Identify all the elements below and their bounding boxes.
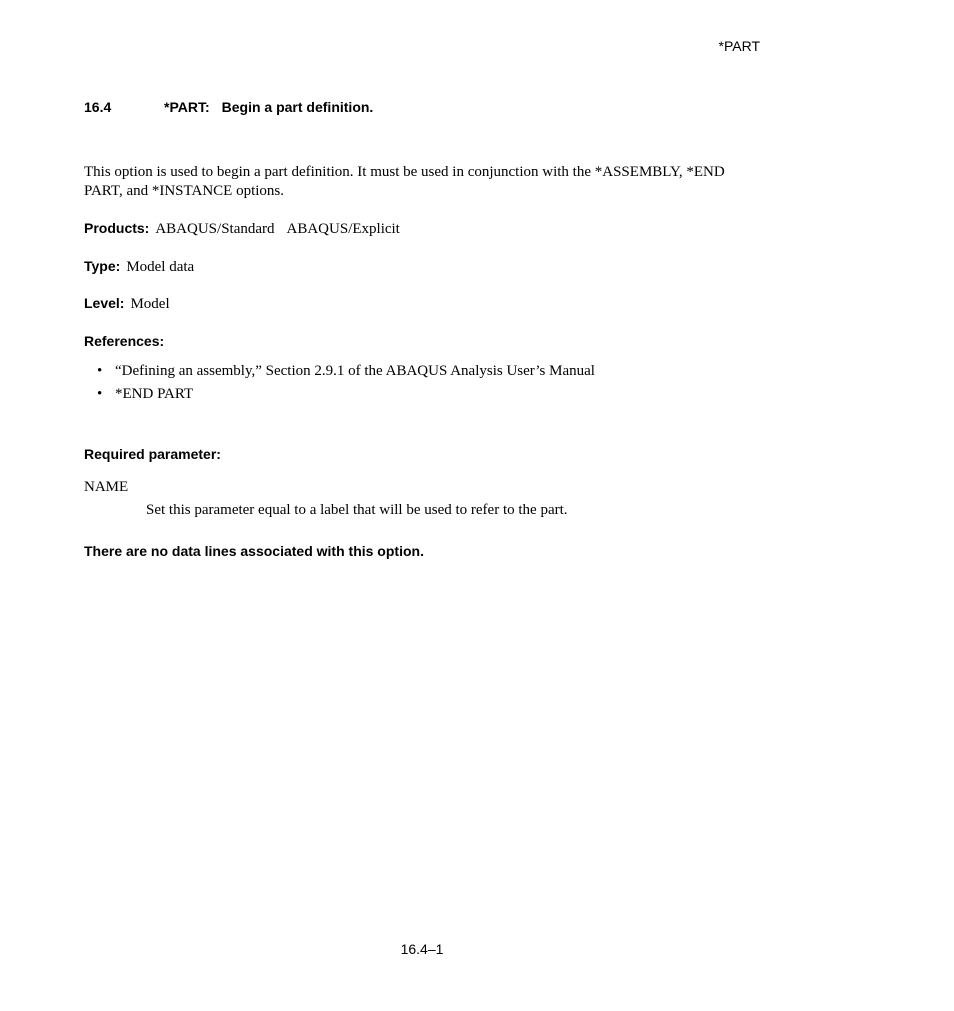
product-explicit: ABAQUS/Explicit bbox=[286, 221, 400, 237]
reference-item bbox=[97, 383, 595, 406]
section-number: 16.4 bbox=[84, 99, 112, 115]
type-field bbox=[84, 258, 194, 276]
level-value: Model bbox=[130, 296, 170, 312]
required-parameter-title: Required parameter: bbox=[84, 446, 221, 462]
section-keyword: *PART: bbox=[164, 99, 210, 115]
type-value: Model data bbox=[126, 259, 195, 275]
references-title: References: bbox=[84, 333, 165, 349]
data-lines-note: There are no data lines associated with this option. bbox=[84, 543, 424, 559]
bullet-icon: • bbox=[97, 363, 103, 379]
reference-item bbox=[97, 360, 595, 383]
reference-link-end-part[interactable]: *END PART bbox=[115, 386, 194, 402]
products-field bbox=[84, 220, 400, 238]
intro-paragraph: This option is used to begin a part definition. It must be used in conjunction with the *ASSEMBLY, *END PART, and *INSTANCE options. bbox=[84, 164, 725, 199]
section-title: Begin a part definition. bbox=[221, 99, 374, 115]
parameter-description: Set this parameter equal to a label that will be used to refer to the part. bbox=[146, 502, 568, 518]
running-header: *PART bbox=[718, 38, 760, 54]
reference-link-assembly[interactable]: “Defining an assembly,” Section 2.9.1 of the ABAQUS Analysis User’s Manual bbox=[115, 363, 595, 379]
level-field bbox=[84, 295, 170, 313]
parameter-name: NAME bbox=[84, 479, 129, 495]
products-label: Products: bbox=[84, 220, 150, 236]
type-label: Type: bbox=[84, 258, 121, 274]
product-standard: ABAQUS/Standard bbox=[155, 221, 275, 237]
bullet-icon: • bbox=[97, 386, 103, 402]
page-number: 16.4–1 bbox=[400, 941, 444, 957]
section-heading bbox=[84, 99, 373, 115]
references-list bbox=[97, 360, 595, 406]
level-label: Level: bbox=[84, 295, 125, 311]
